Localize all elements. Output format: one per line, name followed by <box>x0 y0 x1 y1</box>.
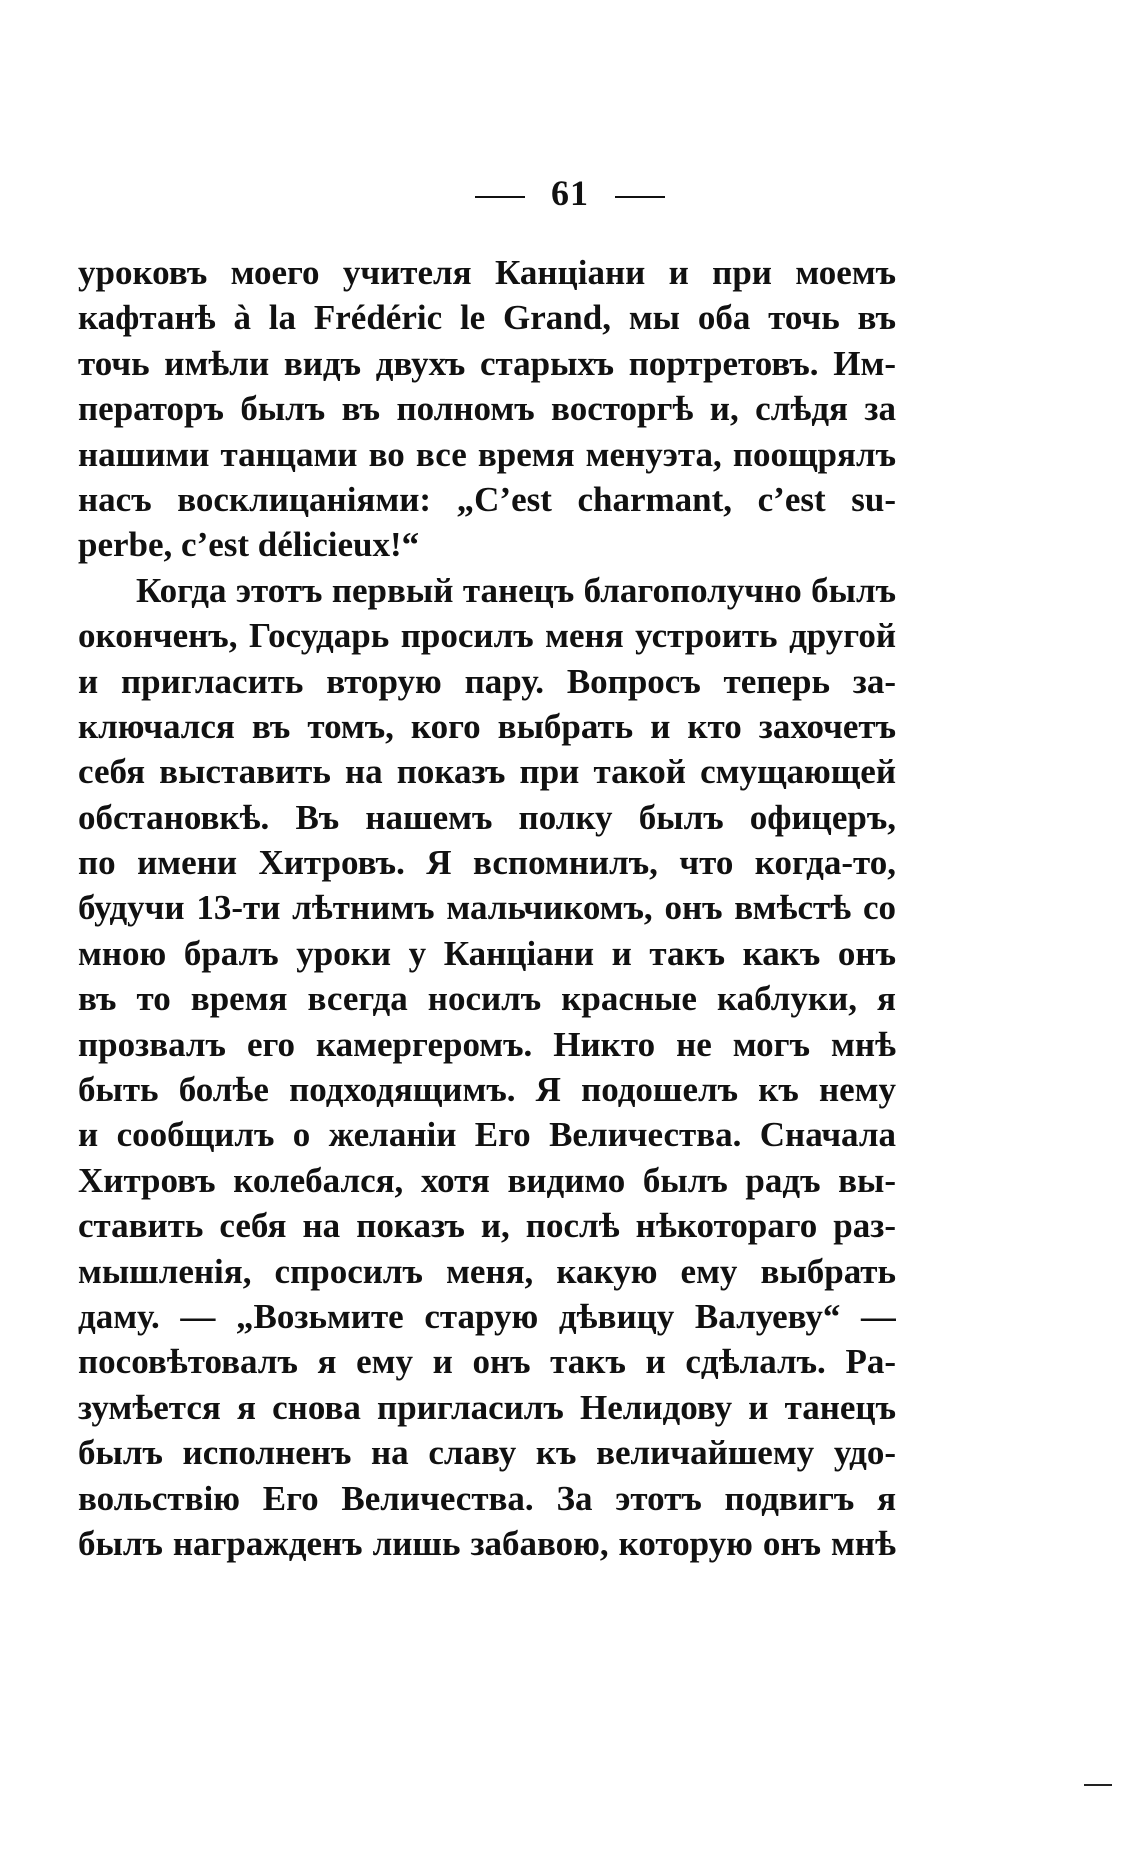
text-line-24: даму. — „Возьмите старую дѣвицу Валуеву“ — <box>78 1296 896 1336</box>
text-line-20: и сообщилъ о желаніи Его Величества. Сначала <box>78 1115 896 1155</box>
text-line-5: нашими танцами во все время менуэта, поощрялъ <box>78 434 896 474</box>
text-line-12: себя выставить на показъ при такой смущающей <box>78 752 896 792</box>
text-line-19: быть болѣе подходящимъ. Я подошелъ къ нему <box>78 1070 896 1110</box>
text-line-23: мышленія, спросилъ меня, какую ему выбрать <box>78 1251 896 1291</box>
text-line-14: по имени Хитровъ. Я вспомнилъ, что когда-то, <box>78 843 896 883</box>
text-line-10: и пригласить вторую пару. Вопросъ теперь за- <box>78 661 896 701</box>
text-line-29: былъ награжденъ лишь забавою, которую онъ мнѣ <box>78 1523 896 1563</box>
text-line-28: вольствію Его Величества. За этотъ подвигъ я <box>78 1478 896 1518</box>
text-line-11: ключался въ томъ, кого выбрать и кто захочетъ <box>78 706 896 746</box>
text-line-1: уроковъ моего учителя Канціани и при моемъ <box>78 253 896 292</box>
text-line-16: мною бралъ уроки у Канціани и такъ какъ онъ <box>78 933 896 973</box>
page-number: 61 <box>551 173 589 213</box>
text-line-3: точь имѣли видъ двухъ старыхъ портретовъ. Им- <box>78 343 896 383</box>
text-line-17: въ то время всегда носилъ красные каблуки, я <box>78 979 896 1019</box>
text-line-15: будучи 13-ти лѣтнимъ мальчикомъ, онъ вмѣстѣ со <box>78 888 896 928</box>
left-dash <box>475 196 525 198</box>
text-line-2: кафтанѣ à la Frédéric le Grand, мы оба точь въ <box>78 298 896 338</box>
page-number-header <box>0 172 1140 214</box>
text-line-18: прозвалъ его камергеромъ. Никто не могъ мнѣ <box>78 1024 896 1064</box>
right-dash <box>615 196 665 198</box>
text-line-22: ставить себя на показъ и, послѣ нѣкотораго раз- <box>78 1206 896 1246</box>
text-line-4: ператоръ былъ въ полномъ восторгѣ и, слѣдя за <box>78 389 896 429</box>
margin-mark <box>1084 1784 1112 1786</box>
text-line-25: посовѣтовалъ я ему и онъ такъ и сдѣлалъ. Ра- <box>78 1342 896 1382</box>
text-line-13: обстановкѣ. Въ нашемъ полку былъ офицеръ, <box>78 797 896 837</box>
body-text <box>78 250 896 1566</box>
text-line-26: зумѣется я снова пригласилъ Нелидову и танецъ <box>78 1387 896 1427</box>
text-line-27: былъ исполненъ на славу къ величайшему удо- <box>78 1433 896 1473</box>
text-line-21: Хитровъ колебался, хотя видимо былъ радъ вы- <box>78 1160 896 1200</box>
text-line-9: оконченъ, Государь просилъ меня устроить другой <box>78 616 896 656</box>
text-line-7: perbe, c’est délicieux!“ <box>78 525 420 565</box>
text-line-6: насъ восклицаніями: „C’est charmant, c’est su- <box>78 479 896 519</box>
text-line-8: Когда этотъ первый танецъ благополучно былъ <box>136 570 896 610</box>
